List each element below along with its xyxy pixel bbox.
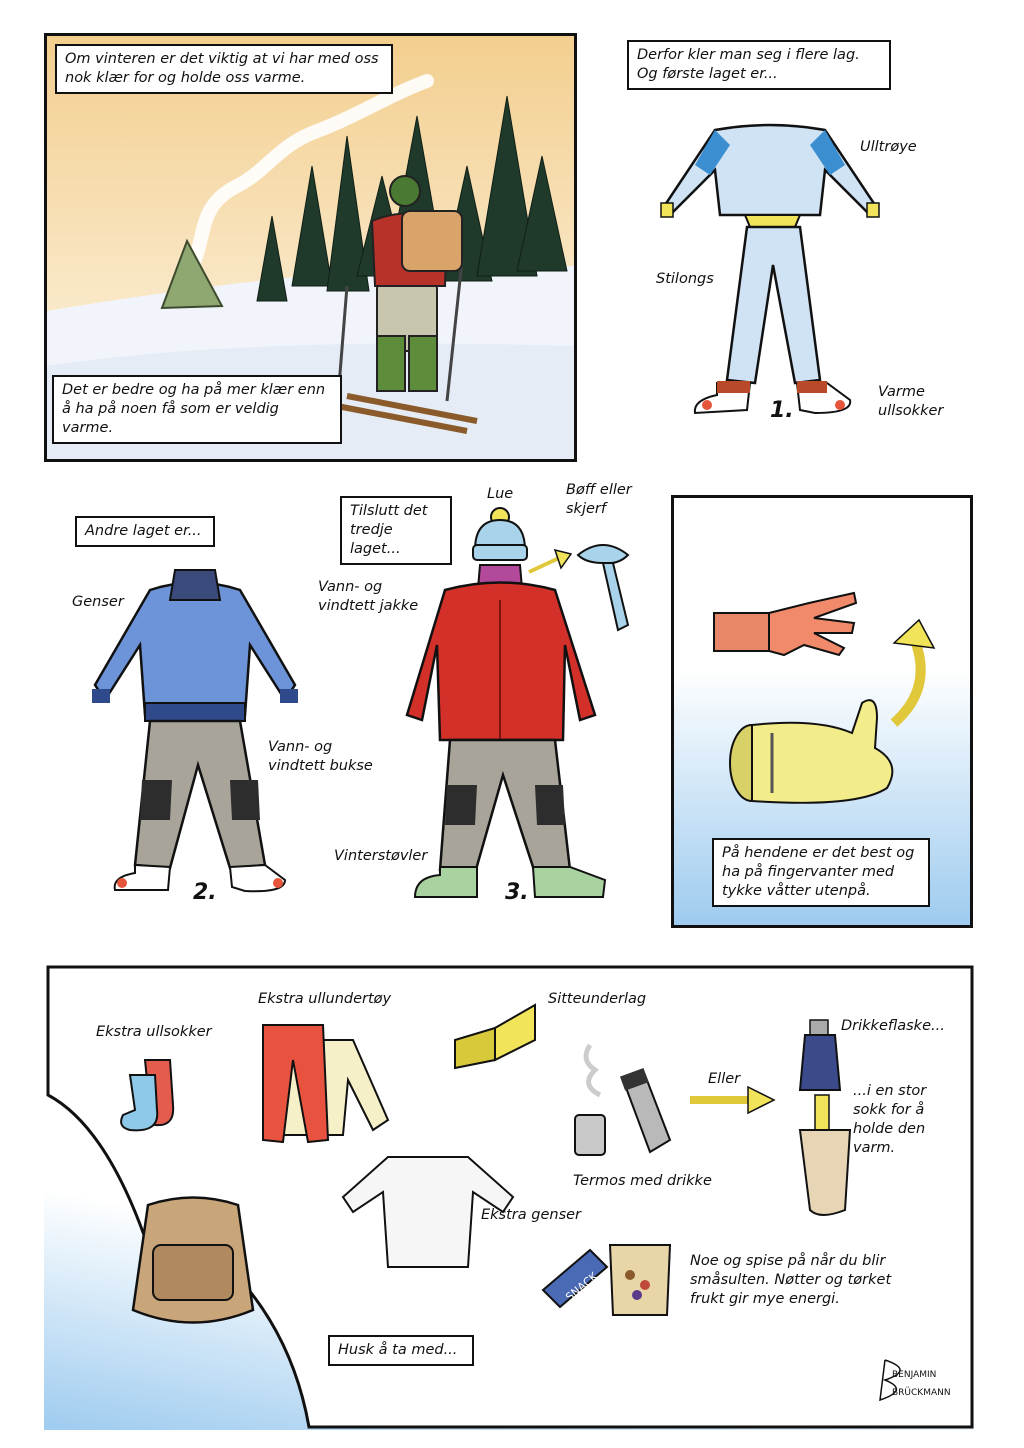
arrow-eller-icon: [688, 1085, 778, 1115]
label-stilongs: Stilongs: [656, 271, 714, 287]
backpack-icon: [113, 1190, 273, 1340]
sit-pad-icon: [450, 1000, 540, 1070]
label-termos: Termos med drikke: [573, 1173, 712, 1189]
mitten-icon: [727, 693, 902, 808]
layer-number-1: 1.: [770, 398, 794, 423]
glove-icon: [714, 583, 864, 663]
remember-caption: Husk å ta med...: [328, 1335, 474, 1366]
second-layer-caption: Andre laget er...: [75, 516, 215, 547]
gloves-caption: På hendene er det best og ha på fingervanter med tykke våtter utenpå.: [712, 838, 930, 907]
label-eller: Eller: [708, 1071, 741, 1087]
label-genser: Genser: [72, 594, 124, 610]
skier-caption-top: Om vinteren er det viktig at vi har med oss nok klær for og holde oss varme.: [55, 44, 393, 94]
skier-caption-bottom: Det er bedre og ha på mer klær enn å ha på noen få som er veldig varme.: [52, 375, 342, 444]
snack-label: SNACK: [563, 1269, 601, 1304]
label-varme-ullsokker: Varme ullsokker: [878, 384, 944, 419]
label-boff-eller-skjerf: Bøff eller skjerf: [566, 482, 632, 517]
svg-text:BRÜCKMANN: BRÜCKMANN: [892, 1388, 951, 1398]
svg-text:BENJAMIN: BENJAMIN: [892, 1370, 937, 1380]
label-ulltroye: Ulltrøye: [860, 139, 917, 155]
label-i-en-stor-sokk: ...i en stor sokk for å holde den varm.: [853, 1083, 927, 1156]
artist-signature: [870, 1355, 980, 1405]
scarf-icon: [568, 535, 638, 635]
label-sitteunderlag: Sitteunderlag: [548, 991, 647, 1007]
panel-gloves: [671, 495, 973, 928]
base-layer-illustration: [655, 115, 885, 415]
label-ekstra-genser: Ekstra genser: [481, 1207, 582, 1223]
nut-bag-icon: [605, 1240, 675, 1320]
thermos-icon: [570, 1040, 680, 1170]
third-layer-caption: Tilslutt det tredje laget...: [340, 496, 452, 565]
label-vanntett-jakke: Vann- og vindtett jakke: [318, 579, 419, 614]
label-vinterstovler: Vinterstøvler: [334, 848, 428, 864]
label-ekstra-ullundertoy: Ekstra ullundertøy: [258, 991, 392, 1007]
sweater-pants-illustration: [90, 565, 300, 895]
label-snack-note: Noe og spise på når du blir småsulten. Nøtter og tørket frukt gir mye energi.: [690, 1253, 892, 1307]
extra-socks-icon: [115, 1055, 185, 1135]
layer-number-3: 3.: [505, 880, 529, 905]
first-layer-caption: Derfor kler man seg i flere lag. Og første laget er...: [627, 40, 891, 90]
label-drikkeflaske: Drikkeflaske...: [841, 1018, 945, 1034]
label-vanntett-bukse: Vann- og vindtett bukse: [268, 739, 373, 774]
snack-bar-icon: [535, 1245, 615, 1315]
panel-skier-scene: [44, 33, 577, 462]
water-bottle-icon: [795, 1020, 855, 1220]
extra-underwear-icon: [243, 1020, 393, 1145]
label-lue: Lue: [487, 486, 514, 502]
layer-number-2: 2.: [193, 880, 217, 905]
label-ekstra-ullsokker: Ekstra ullsokker: [96, 1024, 212, 1040]
